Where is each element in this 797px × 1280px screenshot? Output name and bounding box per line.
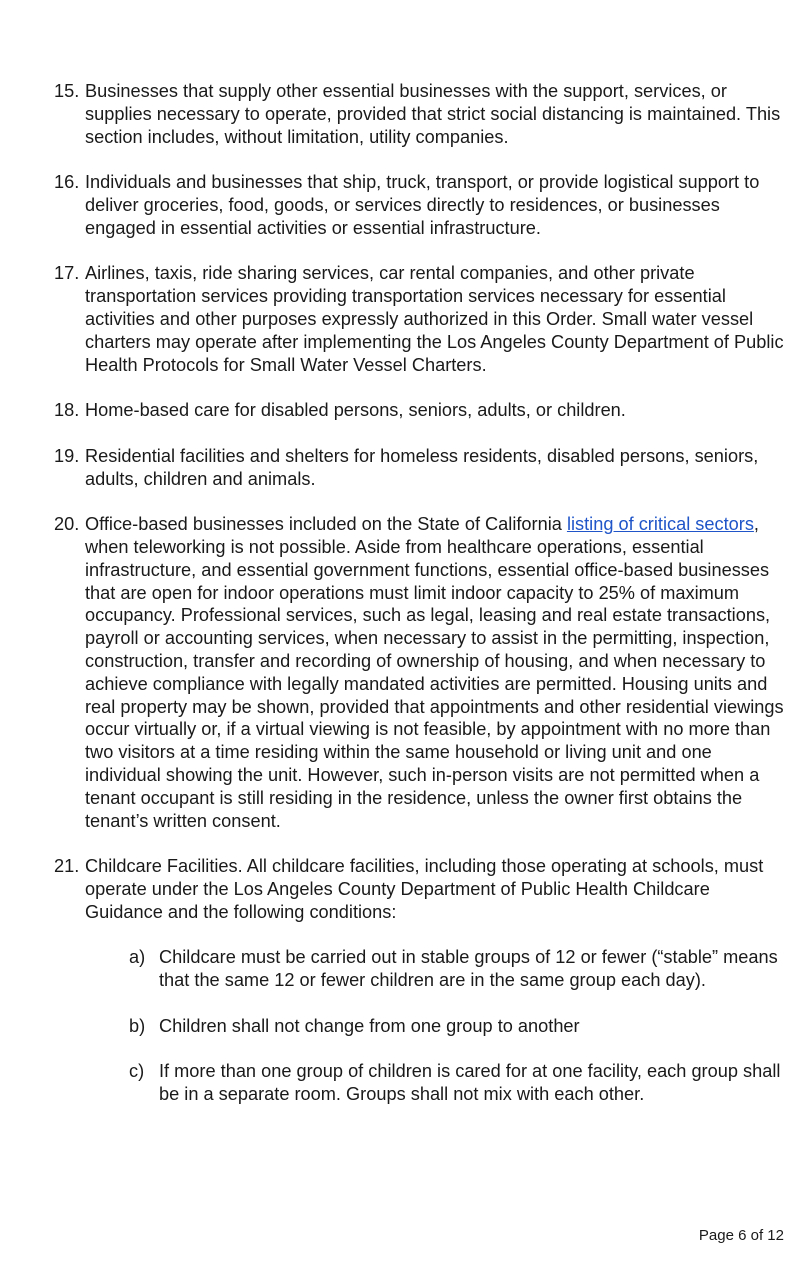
sub-item-label: a) — [129, 947, 146, 968]
item-text-after-link: , when teleworking is not possible. Aside from healthcare operations, essential infrastructure, and essential government functions, essential office-based businesses that are open for indoor operations must limit indoor capacity to 25% of maximum occupancy. Professional services, such as legal, leasing and real estate transactions, payroll or accounting services, when necessary to assist in the permitting, inspection, construction, transfer and recording of ownership of housing, and when necessary to achieve compliance with legally mandated activities are permitted. Housing units and real property may be shown, provided that appointments and other residential viewings occur virtually or, if a virtual viewing is not feasible, by appointment with no more than two visitors at a time residing within the same household or living unit and one individual showing the unit. However, such in-person visits are not permitted when a tenant occupant is still residing in the residence, unless the owner first obtains the tenant’s written consent. — [85, 514, 784, 831]
item-text — [85, 513, 789, 832]
sub-item-text: If more than one group of children is cared for at one facility, each group shall be in a separate room. Groups shall not mix with each other. — [159, 1061, 781, 1105]
list-item-21 — [54, 855, 789, 1106]
item-text: Residential facilities and shelters for homeless residents, disabled persons, seniors, adults, children and animals. — [85, 445, 759, 489]
sub-item-label: b) — [129, 1015, 146, 1036]
item-text: Airlines, taxis, ride sharing services, car rental companies, and other private transportation services providing transportation services necessary for essential activities and other purposes expressly authorized in this Order. Small water vessel charters may operate after implementing the Los Angeles County Department of Public Health Protocols for Small Water Vessel Charters. — [85, 263, 784, 375]
item-text: Individuals and businesses that ship, truck, transport, or provide logistical support to deliver groceries, food, goods, or services directly to residences, or businesses engaged in essential activities or essential infrastructure. — [85, 172, 760, 238]
item-number: 20. — [54, 514, 80, 535]
list-item-18 — [54, 399, 789, 422]
sub-item-b — [129, 1015, 789, 1038]
item-text-before-link: Office-based businesses included on the State of California — [85, 514, 567, 535]
sub-item-text: Children shall not change from one group to another — [159, 1015, 580, 1036]
item-number: 17. — [54, 263, 80, 284]
critical-sectors-link[interactable]: listing of critical sectors — [566, 514, 754, 535]
sub-item-label: c) — [129, 1061, 145, 1082]
item-number: 19. — [54, 445, 80, 466]
item-number: 16. — [54, 172, 80, 193]
numbered-list — [54, 80, 789, 1129]
list-item-20 — [54, 513, 789, 832]
sub-item-c — [129, 1060, 789, 1106]
sub-item-a — [129, 946, 789, 992]
item-text: Home-based care for disabled persons, seniors, adults, or children. — [85, 400, 626, 421]
list-item-19 — [54, 445, 789, 491]
list-item-17 — [54, 262, 789, 376]
item-text: Childcare Facilities. All childcare facilities, including those operating at schools, must operate under the Los Angeles County Department of Public Health Childcare Guidance and the following conditions: — [85, 856, 764, 922]
item-number: 21. — [54, 856, 80, 877]
list-item-15 — [54, 80, 789, 148]
page-number: Page 6 of 12 — [698, 1227, 784, 1244]
item-body — [85, 855, 789, 1106]
item-number: 18. — [54, 400, 80, 421]
item-text: Businesses that supply other essential businesses with the support, services, or supplies necessary to operate, provided that strict social distancing is maintained. This section includes, without limitation, utility companies. — [85, 81, 781, 147]
sub-item-text: Childcare must be carried out in stable groups of 12 or fewer (“stable” means that the same 12 or fewer children are in the same group each day). — [159, 947, 778, 991]
sub-list — [129, 946, 789, 1106]
item-number: 15. — [54, 81, 80, 101]
list-item-16 — [54, 171, 789, 239]
